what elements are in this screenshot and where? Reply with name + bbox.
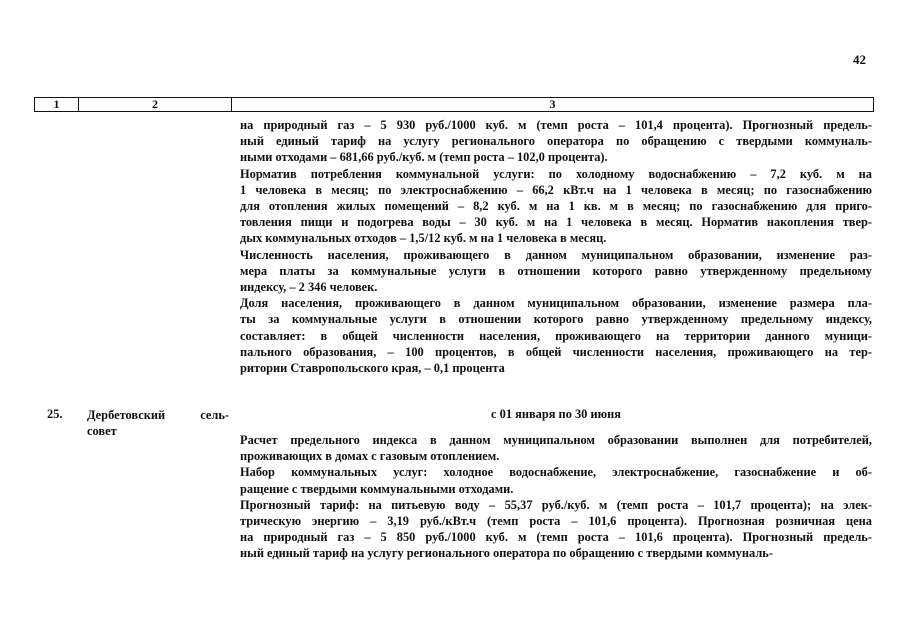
text-line: ный единый тариф на услугу регионального оператора по обращению с твердыми коммуналь- (240, 134, 872, 149)
text-line: индексу, – 2 346 человек. (240, 280, 378, 295)
text-line: трическую энергию – 3,19 руб./кВт.ч (темп роста – 101,6 процента). Прогнозная розничная цена (240, 514, 872, 529)
continuation-text (240, 117, 872, 376)
text-line: проживающих в домах с газовым отоплением. (240, 449, 500, 464)
text-line: ты за коммунальные услуги в отношении которого равно утвержденному предельному индексу, (240, 312, 872, 327)
text-line: Набор коммунальных услуг: холодное водоснабжение, электроснабжение, газоснабжение и об- (240, 465, 872, 480)
text-line: Норматив потребления коммунальной услуги: по холодному водоснабжению – 7,2 куб. м на (240, 166, 872, 181)
text-line: ритории Ставропольского края, – 0,1 процента (240, 361, 505, 376)
paragraph-services (240, 464, 872, 496)
paragraph-norms (240, 166, 872, 247)
page-number: 42 (853, 52, 866, 67)
period-heading: с 01 января по 30 июня (491, 407, 621, 421)
text-line: составляет: в общей численности населения, проживающего на территории данного муници- (240, 328, 872, 343)
text-line: для отопления жилых помещений – 8,2 куб. м на 1 кв. м в месяц; по газоснабжению для приго- (240, 199, 872, 214)
municipality-name-part2: сель- (200, 408, 229, 422)
text-line: мера платы за коммунальные услуги в отношении которого равно утвержденному предельному (240, 263, 872, 278)
text-line: Расчет предельного индекса в данном муниципальном образовании выполнен для потребителей, (240, 433, 872, 447)
text-line: ращение с твердыми коммунальными отходами. (240, 481, 514, 496)
paragraph-forecast-tariff (240, 497, 872, 562)
text-line: на природный газ – 5 850 руб./1000 куб. м (темп роста – 101,6 процента). Прогнозный предель- (240, 530, 872, 545)
text-line: Прогнозный тариф: на питьевую воду – 55,37 руб./куб. м (темп роста – 101,7 процента); на элек- (240, 497, 872, 512)
row-number: 25. (47, 407, 63, 421)
paragraph-calculation (240, 432, 872, 464)
text-line: пального образования, – 100 процентов, в общей численности населения, проживающего на тер- (240, 344, 872, 359)
table-header-row (34, 97, 874, 112)
paragraph-population-count (240, 247, 872, 296)
text-line: ный единый тариф на услугу регионального оператора по обращению с твердыми коммуналь- (240, 546, 773, 561)
text-line: дых коммунальных отходов – 1,5/12 куб. м на 1 человека в месяц. (240, 231, 607, 246)
text-line: Численность населения, проживающего в данном муниципальном образовании, изменение раз- (240, 247, 872, 262)
paragraph-tariffs-end (240, 117, 872, 166)
municipality-name-part3: совет (87, 424, 117, 439)
paragraph-population-share (240, 295, 872, 376)
text-line: 1 человека в месяц; по электроснабжению – 66,2 кВт.ч на 1 человека в месяц; по газоснабжению (240, 182, 872, 197)
municipality-name (87, 407, 229, 439)
text-line: ными отходами – 681,66 руб./куб. м (темп роста – 102,0 процента). (240, 150, 608, 165)
text-line: на природный газ – 5 930 руб./1000 куб. м (темп роста – 101,4 процента). Прогнозный предель- (240, 118, 872, 132)
row25-text (240, 432, 872, 562)
text-line: Доля населения, проживающего в данном муниципальном образовании, изменение размера пла- (240, 296, 872, 311)
table-header-col3: 3 (549, 97, 556, 111)
table-header-col2: 2 (79, 98, 232, 111)
text-line: товления пищи и подогрева воды – 30 куб. м на 1 человека в месяц. Норматив накопления твер- (240, 215, 872, 230)
municipality-name-part1: Дербетовский (87, 408, 166, 422)
table-header-col1: 1 (35, 98, 79, 111)
